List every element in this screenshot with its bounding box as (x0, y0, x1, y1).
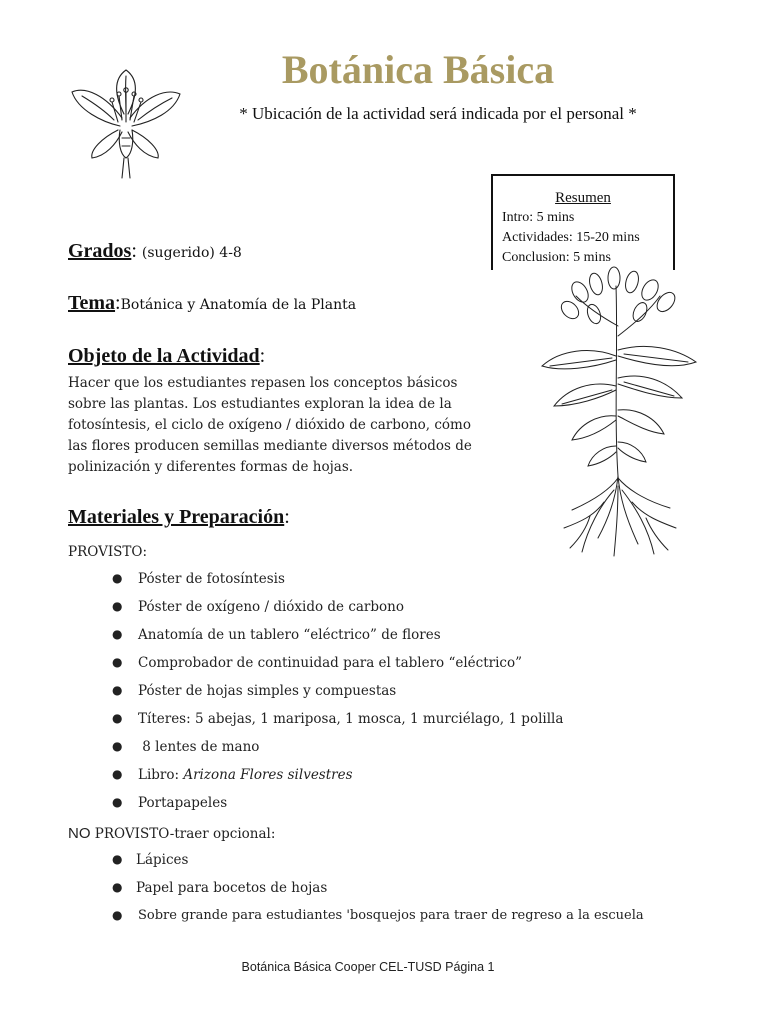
list-item-text (138, 767, 353, 783)
list-item-text: Sobre grande para estudiantes 'bosquejos para traer de regreso a la escuela (138, 908, 644, 923)
list-item-text: Papel para bocetos de hojas (136, 880, 328, 896)
tema-heading (68, 292, 356, 315)
grados-heading (68, 240, 242, 263)
bullet-icon: ● (112, 599, 123, 613)
page-footer: Botánica Básica Cooper CEL-TUSD Página 1 (241, 960, 495, 974)
list-item-text: Comprobador de continuidad para el tablero “eléctrico” (138, 655, 522, 671)
bullet-icon: ● (112, 627, 123, 641)
plant-illustration (520, 266, 718, 560)
flower-icon (62, 62, 190, 182)
objeto-line: fotosíntesis, el ciclo de oxígeno / dióxido de carbono, cómo (68, 417, 471, 433)
objeto-description (68, 373, 472, 478)
list-item-text: 8 lentes de mano (138, 739, 260, 755)
tema-colon: : (115, 292, 121, 314)
objeto-line: las flores producen semillas mediante diversos métodos de (68, 438, 472, 454)
list-item-text: Póster de hojas simples y compuestas (138, 683, 397, 699)
bullet-icon: ● (112, 795, 123, 809)
bullet-icon: ● (112, 852, 123, 866)
bullet-icon: ● (112, 880, 123, 894)
no-provisto-label (68, 823, 275, 845)
no-label: NO (68, 825, 91, 842)
provisto-label: PROVISTO: (68, 544, 148, 560)
summary-box (491, 174, 675, 270)
bullet-icon: ● (112, 711, 123, 725)
libro-title: Arizona Flores silvestres (183, 767, 353, 783)
bullet-icon: ● (112, 739, 123, 753)
list-item-text: Portapapeles (138, 795, 228, 811)
bullet-icon: ● (112, 655, 123, 669)
objeto-label: Objeto de la Actividad (68, 345, 260, 367)
summary-activities: Actividades: 15-20 mins (502, 230, 640, 245)
materiales-label: Materiales y Preparación (68, 506, 285, 528)
grados-colon: : (131, 240, 137, 262)
libro-prefix: Libro: (138, 767, 184, 783)
page-title: Botánica Básica (281, 47, 555, 92)
materiales-colon: : (284, 506, 290, 528)
objeto-line: sobre las plantas. Los estudiantes exploran la idea de la (68, 396, 452, 412)
bullet-icon: ● (112, 767, 123, 781)
tema-value: Botánica y Anatomía de la Planta (120, 297, 357, 313)
no-rest: PROVISTO-traer opcional: (90, 826, 276, 842)
grados-value: (sugerido) 4-8 (141, 245, 242, 261)
tema-label: Tema (68, 292, 116, 314)
list-item-text: Anatomía de un tablero “eléctrico” de flores (138, 627, 441, 643)
list-item-text: Póster de fotosíntesis (138, 571, 285, 587)
list-item-text: Títeres: 5 abejas, 1 mariposa, 1 mosca, 1 murciélago, 1 polilla (138, 711, 564, 727)
bullet-icon: ● (112, 571, 123, 585)
list-item-text: Lápices (136, 852, 189, 868)
summary-intro: Intro: 5 mins (502, 210, 575, 225)
objeto-heading (68, 345, 265, 368)
summary-title: Resumen (555, 190, 611, 206)
summary-conclusion: Conclusion: 5 mins (502, 250, 611, 265)
grados-label: Grados (68, 240, 132, 262)
materiales-heading (68, 506, 290, 529)
objeto-line: Hacer que los estudiantes repasen los conceptos básicos (68, 375, 458, 391)
objeto-colon: : (259, 345, 266, 367)
bullet-icon: ● (112, 683, 123, 697)
bullet-icon: ● (112, 908, 123, 922)
page-subtitle: * Ubicación de la actividad será indicada por el personal * (239, 104, 637, 123)
list-item-text: Póster de oxígeno / dióxido de carbono (138, 599, 404, 615)
objeto-line: polinización y diferentes formas de hojas. (68, 459, 354, 475)
